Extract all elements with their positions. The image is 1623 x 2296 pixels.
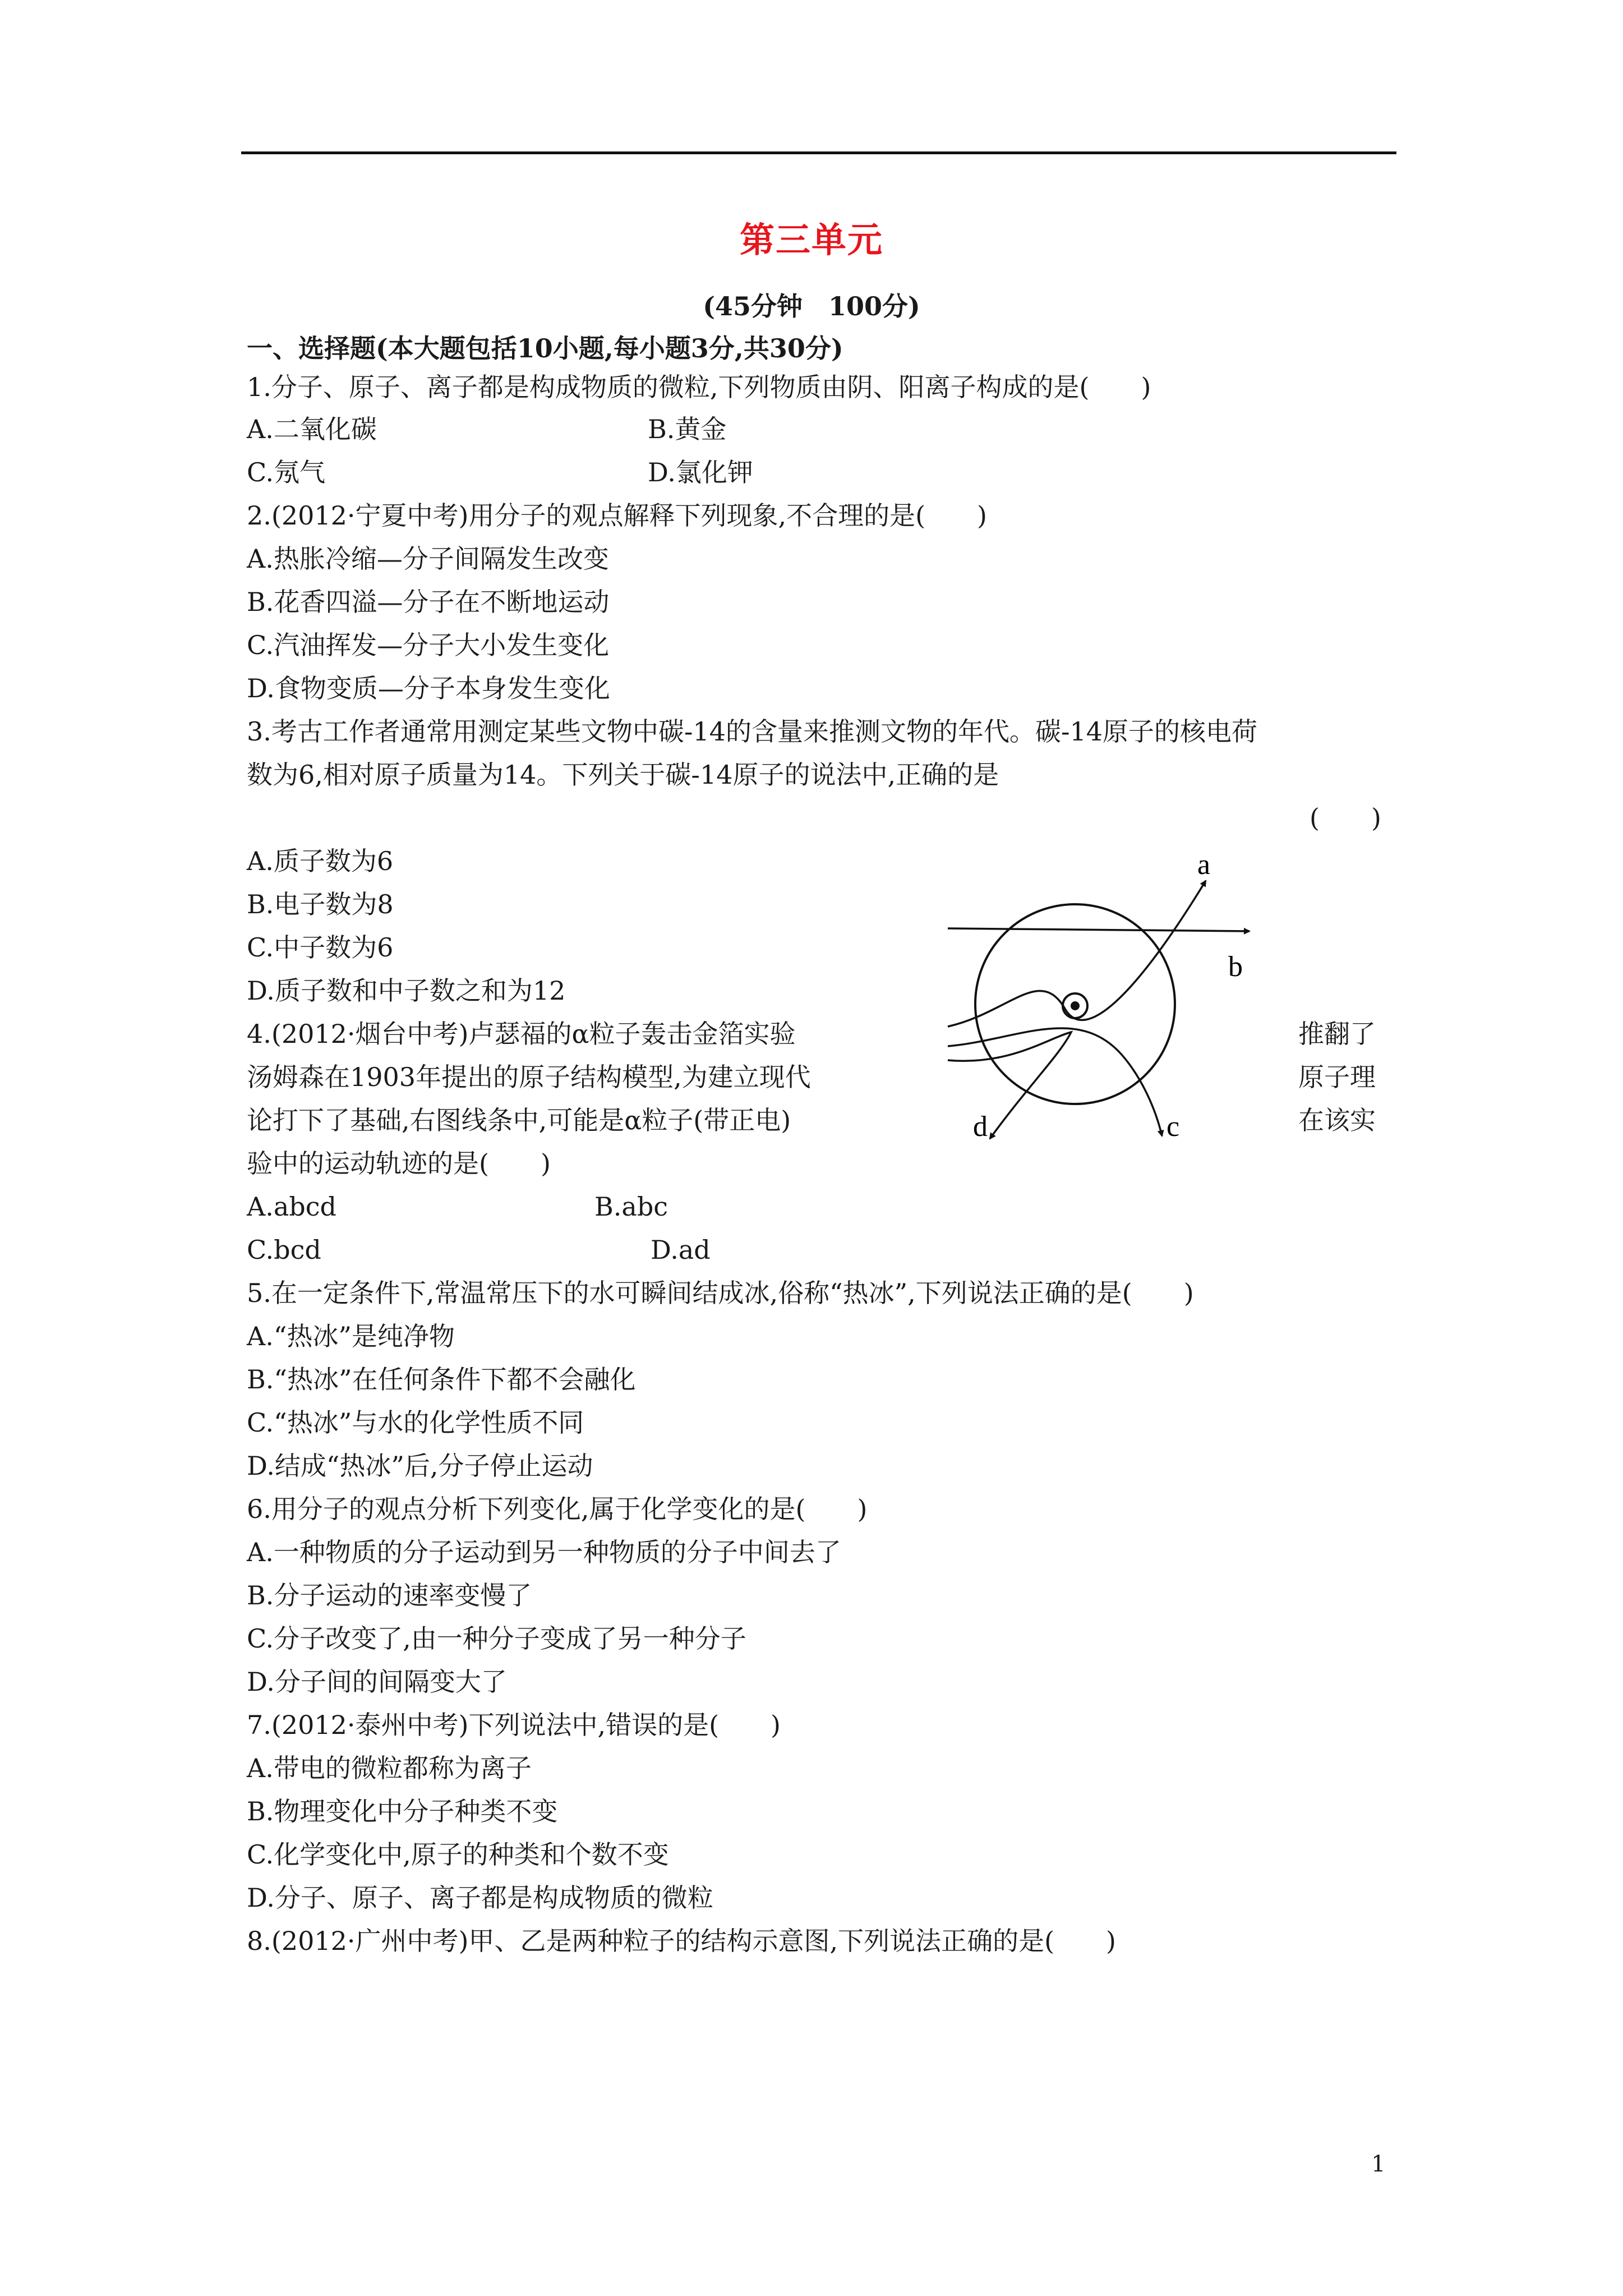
option-7b: B.物理变化中分子种类不变 — [247, 1796, 558, 1826]
page-number: 1 — [1371, 2151, 1386, 2177]
option-1d: D.氯化钾 — [648, 457, 753, 487]
option-7a: A.带电的微粒都称为离子 — [247, 1753, 532, 1783]
nucleus-dot — [1071, 1001, 1080, 1010]
option-2d: D.食物变质—分子本身发生变化 — [247, 673, 610, 703]
section-heading: 一、选择题(本大题包括10小题,每小题3分,共30分) — [247, 333, 843, 364]
option-3d: D.质子数和中子数之和为12 — [247, 976, 566, 1006]
question-7: 7.(2012·泰州中考)下列说法中,错误的是( ) — [247, 1710, 781, 1740]
option-5a: A.“热冰”是纯净物 — [247, 1321, 455, 1351]
option-6c: C.分子改变了,由一种分子变成了另一种分子 — [247, 1623, 746, 1654]
question-3-line2: 数为6,相对原子质量为14。下列关于碳-14原子的说法中,正确的是 — [247, 760, 999, 790]
option-5b: B.“热冰”在任何条件下都不会融化 — [247, 1364, 636, 1395]
option-5c: C.“热冰”与水的化学性质不同 — [247, 1407, 584, 1438]
option-4a: A.abcd — [247, 1191, 336, 1222]
header-rule — [241, 151, 1396, 154]
question-4-line3-end: 在该实 — [1298, 1105, 1376, 1135]
question-8: 8.(2012·广州中考)甲、乙是两种粒子的结构示意图,下列说法正确的是( ) — [247, 1926, 1116, 1956]
trajectory-d — [948, 1032, 1071, 1139]
question-5: 5.在一定条件下,常温常压下的水可瞬间结成冰,俗称“热冰”,下列说法正确的是( ) — [247, 1278, 1194, 1308]
option-6b: B.分子运动的速率变慢了 — [247, 1580, 532, 1611]
option-3a: A.质子数为6 — [247, 846, 394, 876]
question-3-answer-paren: ( ) — [1310, 803, 1381, 833]
question-4-line1-end: 推翻了 — [1298, 1019, 1376, 1049]
question-1: 1.分子、原子、离子都是构成物质的微粒,下列物质由阴、阳离子构成的是( ) — [247, 372, 1151, 402]
option-7c: C.化学变化中,原子的种类和个数不变 — [247, 1839, 669, 1870]
label-b: b — [1228, 951, 1243, 983]
alpha-scattering-diagram — [942, 853, 1256, 1144]
option-7d: D.分子、原子、离子都是构成物质的微粒 — [247, 1883, 713, 1913]
option-4c: C.bcd — [247, 1235, 321, 1265]
option-3b: B.电子数为8 — [247, 889, 394, 919]
exam-duration-score: (45分钟 100分) — [703, 291, 920, 321]
option-1b: B.黄金 — [648, 414, 727, 444]
question-6: 6.用分子的观点分析下列变化,属于化学变化的是( ) — [247, 1494, 868, 1524]
option-2b: B.花香四溢—分子在不断地运动 — [247, 587, 610, 617]
label-d: d — [973, 1111, 988, 1143]
option-3c: C.中子数为6 — [247, 932, 394, 963]
label-c: c — [1166, 1111, 1180, 1143]
question-4-line3: 论打下了基础,右图线条中,可能是α粒子(带正电) — [247, 1105, 791, 1135]
option-1a: A.二氧化碳 — [247, 414, 377, 444]
question-2: 2.(2012·宁夏中考)用分子的观点解释下列现象,不合理的是( ) — [247, 500, 987, 531]
question-4-line2-end: 原子理 — [1298, 1062, 1376, 1092]
question-3-line1: 3.考古工作者通常用测定某些文物中碳-14的含量来推测文物的年代。碳-14原子的核电荷 — [247, 716, 1258, 747]
question-4-line1: 4.(2012·烟台中考)卢瑟福的α粒子轰击金箔实验 — [247, 1019, 796, 1049]
trajectory-b — [948, 928, 1249, 931]
option-5d: D.结成“热冰”后,分子停止运动 — [247, 1451, 593, 1481]
option-6d: D.分子间的间隔变大了 — [247, 1667, 507, 1697]
question-4-line2: 汤姆森在1903年提出的原子结构模型,为建立现代 — [247, 1062, 811, 1092]
label-a: a — [1197, 853, 1211, 881]
option-2a: A.热胀冷缩—分子间隔发生改变 — [247, 544, 609, 574]
option-6a: A.一种物质的分子运动到另一种物质的分子中间去了 — [247, 1537, 841, 1567]
option-4b: B.abc — [594, 1191, 668, 1222]
option-1c: C.氖气 — [247, 457, 326, 487]
page-title: 第三单元 — [739, 219, 883, 260]
option-4d: D.ad — [651, 1235, 711, 1265]
option-2c: C.汽油挥发—分子大小发生变化 — [247, 630, 610, 660]
question-4-line4: 验中的运动轨迹的是( ) — [247, 1148, 551, 1179]
